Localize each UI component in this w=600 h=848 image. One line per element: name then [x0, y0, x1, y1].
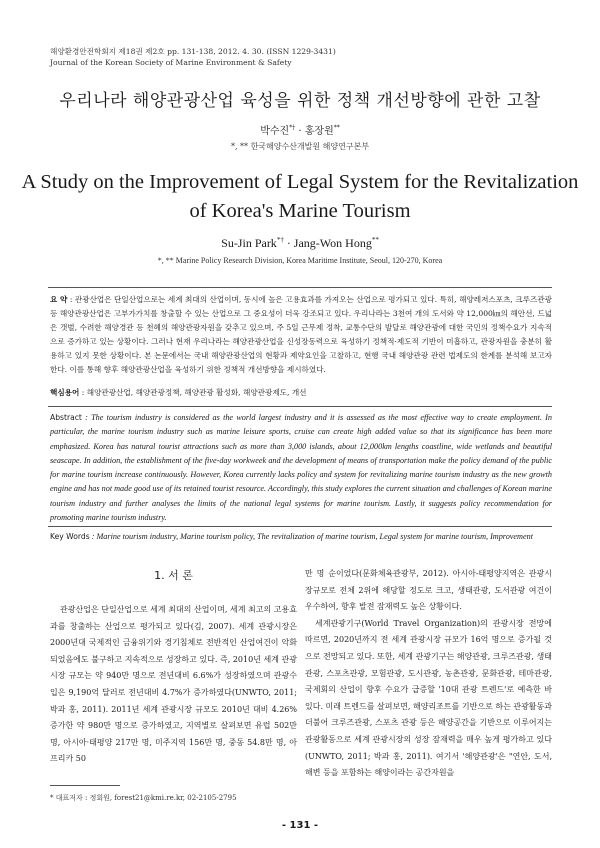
korean-title: 우리나라 해양관광산업 육성을 위한 정책 개선방향에 관한 고찰: [59, 91, 541, 111]
left-column: [50, 566, 297, 768]
english-title-line-2: of Korea's Marine Tourism: [189, 200, 411, 222]
intro-paragraph-1-continued: 만 명 순이었다(문화체육관광부, 2012). 아시아-태평양지역은 관광시장규모로 전체 2위에 해당할 정도로 크고, 생태관광, 도서관광 여건이 우수하여, 향후 발전 잠재력도 높은 상황이다.: [305, 569, 552, 612]
english-author-2-mark: **: [371, 236, 379, 244]
korean-keywords: [50, 386, 552, 400]
author-1-mark: *†: [289, 124, 296, 132]
english-authors: [0, 236, 600, 251]
divider-middle: [48, 406, 552, 407]
english-keywords: [50, 530, 552, 544]
korean-keywords-label: 핵심용어: [50, 388, 80, 397]
intro-paragraph-1: 관광산업은 단일산업으로 세계 최대의 산업이며, 세계 최고의 고용효과를 창출하는 산업으로 평가되고 있다(김, 2007). 세계 관광시장은 2000년대 국제적인 금융위기와 경기침체로 전반적인 산업여건이 악화되었음에도 불구하고 지속적으로 성장하고 있다. 즉, 2010년 세계 관광시장 규모는 약 940만 명으로 전년대비 6.6%가 성장하였으며 관광수입은 9,190억 달러로 전년대비 4.7%가 증가하였다(UNWTO, 2011; 박과 홍, 2011). 2011년 세계 관광시장 규모도 2010년 대비 4.26% 증가한 약 980만 명으로 증가하였고, 지역별로 살펴보면 유럽 502만 명, 아시아·태평양 217만 명, 미주지역 156만 명, 중동 54.8만 명, 아프리카 50: [50, 605, 297, 764]
journal-citation-korean: 해양환경안전학회지 제18권 제2호 pp. 131-138, 2012. 4. 30. (ISSN 1229-3431): [50, 47, 336, 56]
korean-author-2: · 홍장원: [295, 126, 334, 137]
divider-keywords: [48, 526, 552, 527]
korean-abstract: [50, 293, 552, 377]
english-affiliation: *, ** Marine Policy Research Division, Korea Maritime Institute, Seoul, 120-270, Korea: [157, 256, 443, 265]
section-heading: 1. 서 론: [154, 569, 193, 582]
english-keywords-label: Key Words: [50, 532, 90, 541]
english-author-2: · Jang-Won Hong: [283, 236, 372, 250]
korean-affiliation: *, ** 한국해양수산개발원 해양연구본부: [230, 142, 370, 151]
korean-abstract-label: 요 약: [50, 295, 68, 304]
english-keywords-text: : Marine tourism industry, Marine tourism policy, The revitalization of marine tourism, Legal system for marine tourism, Improvement: [89, 532, 533, 541]
english-author-1-mark: *†: [276, 236, 284, 244]
journal-name-english: Journal of the Korean Society of Marine Environment & Safety: [50, 58, 292, 67]
journal-header: [50, 46, 336, 68]
right-column: [305, 566, 552, 782]
english-abstract: [50, 411, 552, 525]
english-title-line-1: A Study on the Improvement of Legal System for the Revitalization: [21, 171, 579, 193]
english-abstract-text: : The tourism industry is considered as the world largest industry and it is assessed as the most effective way to create employment. In particular, the marine tourism industry such as marine leisure sports, cruise can create high added value so that its significance has been more emphasized. Korea has natural tourist attractions such as more than 3,000 islands, about 12,000km lengths coastline, wide wetlands and beautiful seascape. In addition, the establishment of the five-day workweek and the development of means of transportation make the policy demand of the public for marine tourism increase continuously. However, Korea currently lacks policy and system for revitalizing marine tourism industry as the new growth engine and has not made good use of its retained tourist resource. Accordingly, this study explores the current situation and challenges of Korean marine tourism industry and further analyses the limits of the national legal systems for marine tourism. Lastly, it suggests policy recommendation for promoting marine tourism industry.: [50, 413, 552, 523]
intro-paragraph-2: 세계관광기구(World Travel Organization)의 관광시장 전망에 따르면, 2020년까지 전 세계 관광시장 규모가 16억 명으로 증가될 것으로 전망되고 있다. 또한, 세계 관광기구는 해양관광, 크루즈관광, 생태관광, 스포츠관광, 모험관광, 도시관광, 농촌관광, 문화관광, 테마관광, 국제회의 산업이 향후 수요가 급증할 '10대 관광 트렌드'로 예측한 바 있다. 미래 트렌드를 살펴보면, 해양리조트를 기반으로 하는 관광활동과 더불어 크루즈관광, 스포츠 관광 등은 해양공간을 기반으로 이루어지는 관광활동으로 세계 관광시장의 성장 잠재력을 매우 높게 평가하고 있다(UNWTO, 2011; 박과 홍, 2011). 여기서 '해양관광'은 "연안, 도서, 해변 등을 포함하는 해양이라는 공간자원을: [305, 618, 552, 778]
korean-keywords-text: : 해양관광산업, 해양관광정책, 해양관광 활성화, 해양관광제도, 개선: [79, 388, 307, 397]
korean-authors: [0, 122, 600, 137]
korean-author-1: 박수진: [260, 126, 290, 137]
footnote: * 대표저자 : 정회원, forest21@kmi.re.kr, 02-2105-2795: [50, 794, 237, 802]
korean-abstract-text: : 관광산업은 단일산업으로는 세계 최대의 산업이며, 동시에 높은 고용효과를 가져오는 산업으로 평가되고 있다. 특히, 해양레저스포츠, 크루즈관광 등 해양관광산업은 고부가가치를 창출할 수 있는 산업으로 그 중요성이 더욱 강조되고 있다. 우리나라는 3천여 개의 도서와 약 12,000㎞의 해안선, 드넓은 갯벌, 수려한 해양경관 등 천혜의 해양관광자원을 갖추고 있으며, 주 5일 근무제 정착, 교통수단의 발달로 해양관광에 대한 국민의 정책수요가 지속적으로 증가하고 있는 상황이다. 그러나 현재 우리나라는 해양관광산업을 신성장동력으로 육성하기 정책적·제도적 기반이 미흡하고, 관광자원을 충분히 활용하고 있지 못한 상황이다. 본 논문에서는 국내 해양관광산업의 현황과 제약요인을 고찰하고, 현행 국내 해양관광 관련 법제도의 한계를 분석해 보고자 한다. 이를 통해 향후 해양관광산업을 육성하기 위한 정책적 개선방향을 제시하였다.: [50, 295, 552, 374]
page-number: - 131 -: [281, 820, 319, 831]
english-title: [0, 168, 600, 226]
footnote-divider: [50, 785, 120, 786]
english-author-1: Su-Jin Park: [221, 236, 277, 250]
author-2-mark: **: [333, 124, 340, 132]
divider-top: [48, 287, 552, 288]
english-abstract-label: Abstract: [50, 413, 82, 422]
